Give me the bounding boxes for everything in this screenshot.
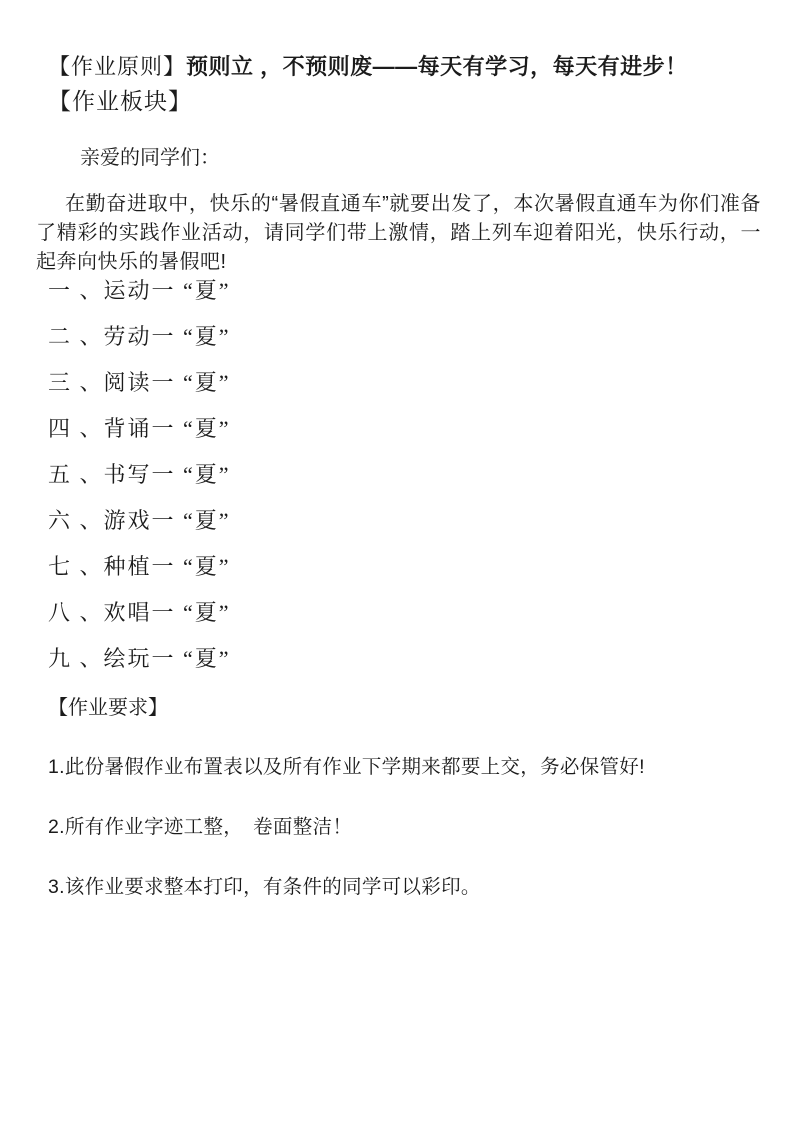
- greeting-line: 亲爱的同学们：: [80, 147, 220, 169]
- section-item-9: 九 、绘玩一 “夏”: [48, 646, 231, 671]
- requirement-item-3: 3.该作业要求整本打印，有条件的同学可以彩印。: [48, 876, 481, 898]
- section-item-4: 四 、背诵一 “夏”: [48, 416, 231, 441]
- intro-paragraph: 在勤奋进取中，快乐的“暑假直通车”就要出发了，本次暑假直通车为你们准备了精彩的实践作业活动，请同学们带上激情，踏上列车迎着阳光，快乐行动，一起奔向快乐的暑假吧!: [36, 193, 761, 273]
- requirements-title: 【作业要求】: [48, 697, 168, 719]
- section-item-7: 七 、种植一 “夏”: [48, 554, 231, 579]
- assignment-principle-text: 预则立 ，不预则废——每天有学习，每天有进步！: [186, 54, 688, 79]
- section-item-2: 二 、劳动一 “夏”: [48, 324, 231, 349]
- assignment-principle-line: [48, 55, 757, 79]
- assignment-sections-label: 【作业板块】: [48, 89, 192, 114]
- requirement-item-1: 1.此份暑假作业布置表以及所有作业下学期来都要上交，务必保管好!: [48, 756, 645, 778]
- requirement-item-2: 2.所有作业字迹工整， 卷面整洁！: [48, 816, 353, 838]
- section-item-3: 三 、阅读一 “夏”: [48, 370, 231, 395]
- section-item-8: 八 、欢唱一 “夏”: [48, 600, 231, 625]
- section-list: [36, 279, 757, 671]
- section-item-5: 五 、书写一 “夏”: [48, 462, 231, 487]
- assignment-principle-label: 【作业原则】: [48, 54, 187, 79]
- section-item-1: 一 、运动一 “夏”: [48, 278, 231, 303]
- section-item-6: 六 、游戏一 “夏”: [48, 508, 231, 533]
